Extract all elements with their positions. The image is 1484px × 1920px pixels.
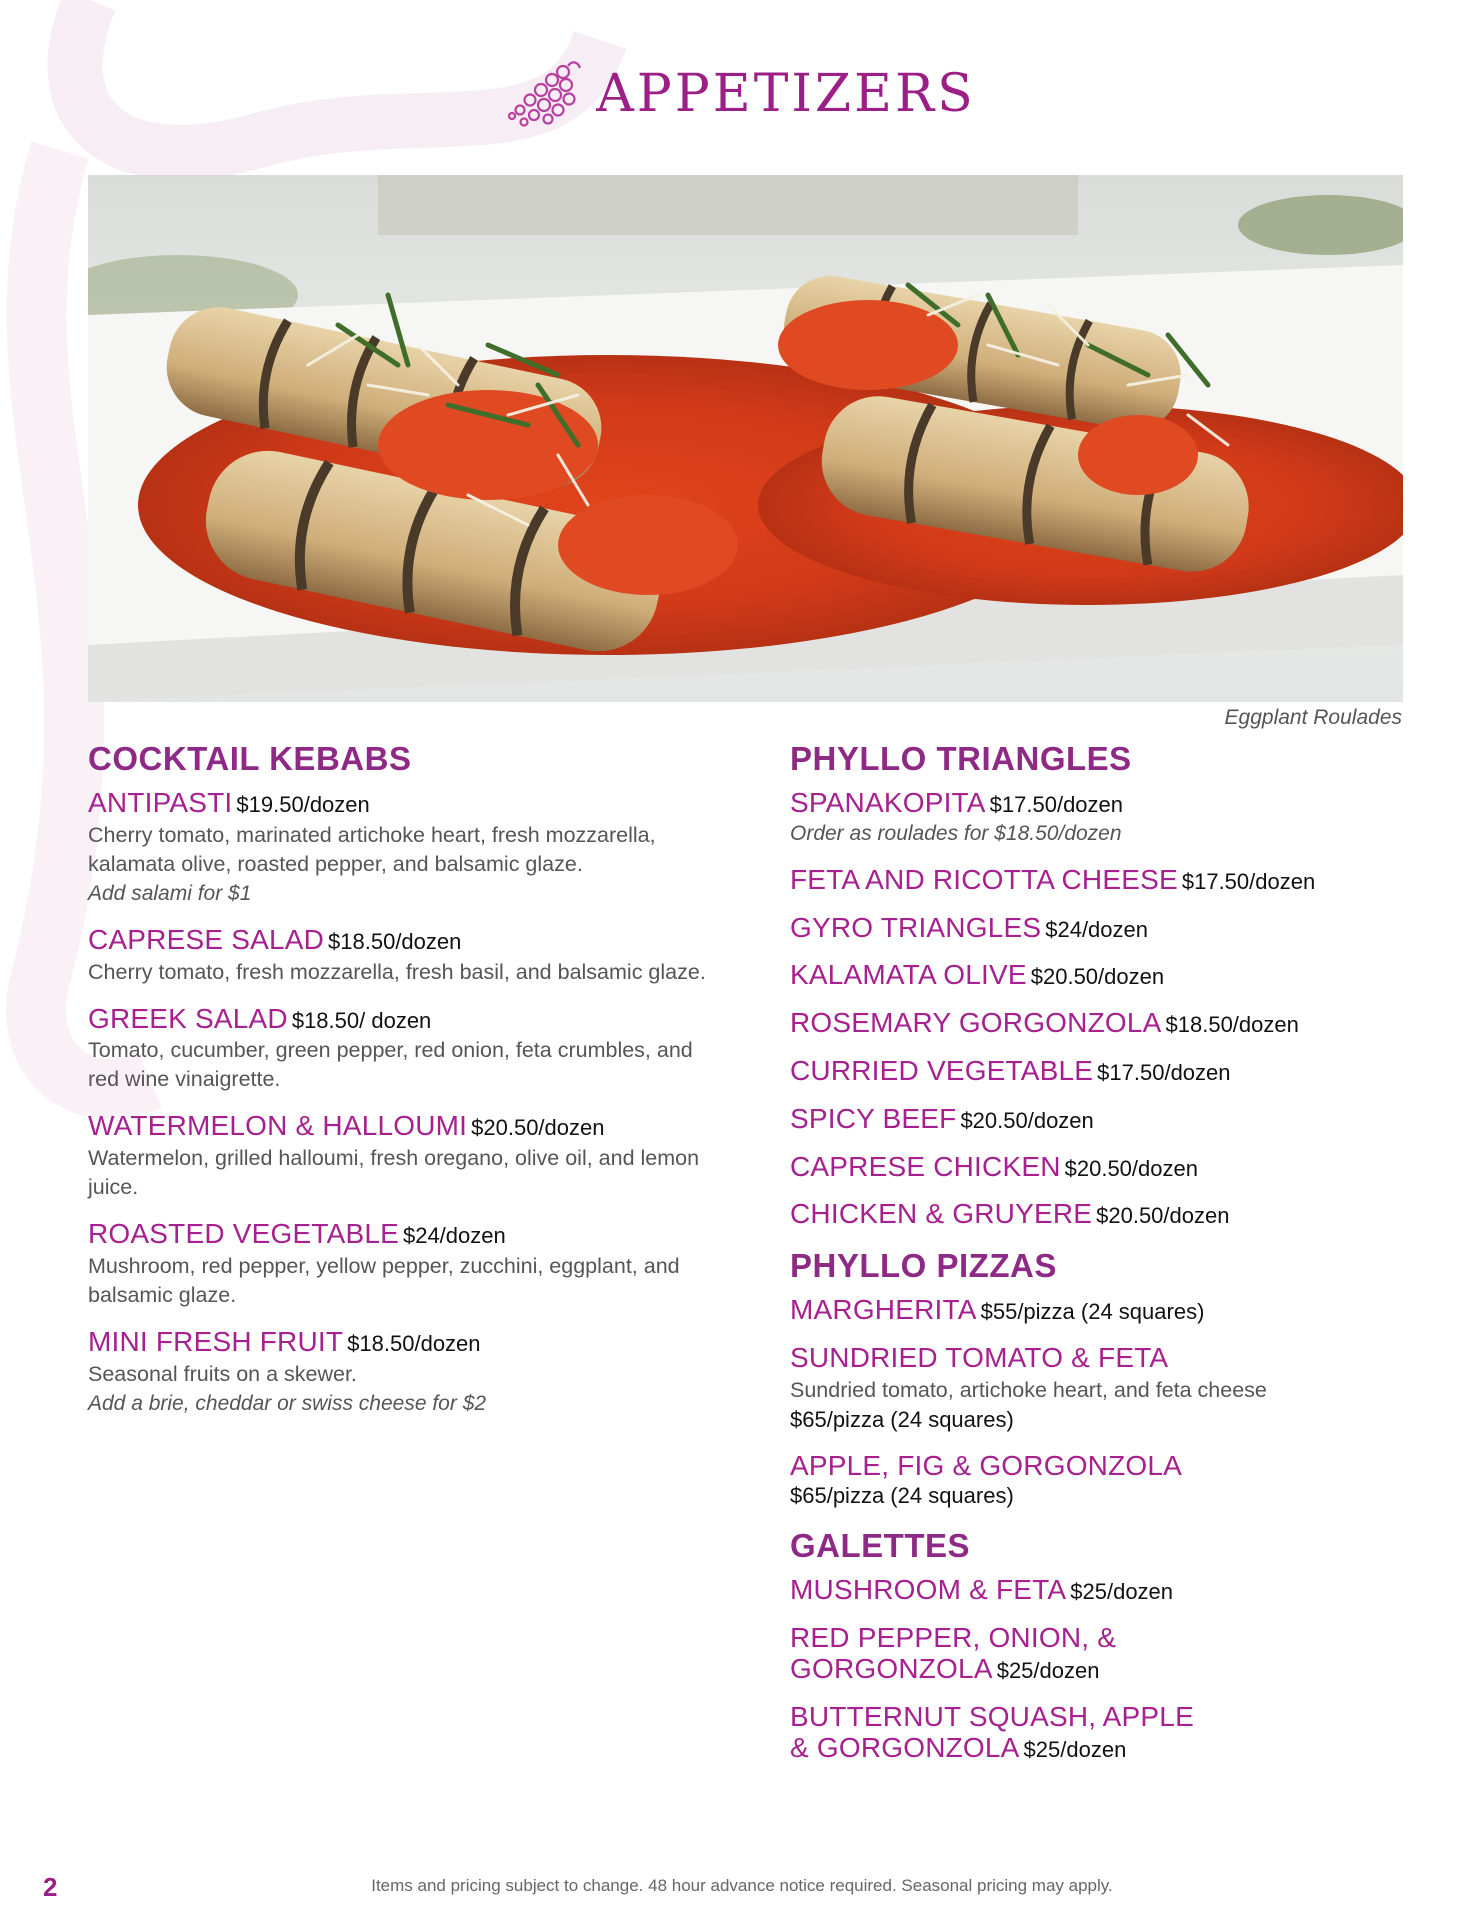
item-name: MUSHROOM & FETA [790, 1574, 1067, 1606]
item-name: RED PEPPER, ONION, & [790, 1622, 1117, 1654]
section-title-phyllo-triangles: PHYLLO TRIANGLES [790, 740, 1132, 777]
item-price: $20.50/dozen [960, 1107, 1094, 1133]
item-name: ANTIPASTI [88, 786, 233, 818]
menu-item [790, 865, 1410, 896]
menu-item [88, 1219, 708, 1310]
menu-item [790, 1104, 1410, 1135]
item-price: $17.50/dozen [1097, 1059, 1231, 1085]
item-name: SPANAKOPITA [790, 786, 986, 818]
grapes-icon [508, 58, 586, 130]
item-price: $25/dozen [1070, 1579, 1174, 1605]
item-price: $65/pizza (24 squares) [790, 1406, 1014, 1432]
section-title-galettes: GALETTES [790, 1527, 971, 1565]
item-price: $25/dozen [1023, 1736, 1127, 1762]
item-price: $20.50/dozen [471, 1115, 605, 1141]
item-name: SUNDRIED TOMATO & FETA [790, 1341, 1169, 1373]
menu-item [88, 788, 708, 908]
menu-item [790, 1199, 1410, 1230]
photo-caption: Eggplant Roulades [1224, 706, 1402, 729]
item-price: $24/dozen [1045, 916, 1148, 942]
section-title-cocktail-kebabs: COCKTAIL KEBABS [88, 740, 412, 777]
menu-item [88, 1004, 708, 1095]
item-name: SPICY BEEF [790, 1102, 957, 1134]
item-description: Tomato, cucumber, green pepper, red onion, feta crumbles, and red wine vinaigrette. [88, 1038, 693, 1092]
item-name: WATERMELON & HALLOUMI [88, 1110, 468, 1142]
item-name: GYRO TRIANGLES [790, 911, 1042, 943]
item-price: $20.50/dozen [1030, 964, 1165, 990]
item-description: Watermelon, grilled halloumi, fresh oregano, olive oil, and lemon juice. [88, 1146, 700, 1200]
right-column [790, 740, 1410, 1780]
section-title-phyllo-pizzas: PHYLLO PIZZAS [790, 1247, 1057, 1285]
item-note: Add salami for $1 [88, 881, 252, 905]
item-name: ROASTED VEGETABLE [88, 1218, 399, 1250]
eggplant-roulades-photo [88, 175, 1403, 702]
item-price: $55/pizza (24 squares) [980, 1299, 1205, 1325]
left-column [88, 740, 708, 1435]
item-price: $18.50/ dozen [291, 1007, 432, 1033]
item-name: BUTTERNUT SQUASH, APPLE [790, 1700, 1194, 1732]
menu-item [790, 1451, 1410, 1511]
footer-note: Items and pricing subject to change. 48 hour advance notice required. Seasonal pricing may apply. [371, 1876, 1113, 1895]
item-name: FETA AND RICOTTA CHEESE [790, 863, 1178, 895]
menu-item [790, 1295, 1410, 1326]
item-description: Sundried tomato, artichoke heart, and feta cheese [790, 1377, 1267, 1402]
item-price: $19.50/dozen [236, 791, 370, 817]
item-name: GREEK SALAD [88, 1002, 288, 1034]
menu-item [88, 925, 708, 987]
item-name: APPLE, FIG & GORGONZOLA [790, 1449, 1183, 1481]
menu-item [790, 1702, 1410, 1764]
item-name: CHICKEN & GRUYERE [790, 1198, 1093, 1230]
item-note: Order as roulades for $18.50/dozen [790, 821, 1122, 845]
item-description: Seasonal fruits on a skewer. [88, 1361, 357, 1386]
menu-item [88, 1327, 708, 1418]
item-description: Mushroom, red pepper, yellow pepper, zucchini, eggplant, and balsamic glaze. [88, 1253, 680, 1307]
item-price: $18.50/dozen [347, 1330, 481, 1356]
item-name: CURRIED VEGETABLE [790, 1054, 1094, 1086]
page-header [0, 58, 1484, 130]
page-number: 2 [43, 1872, 58, 1902]
item-name: KALAMATA OLIVE [790, 959, 1027, 991]
menu-item [790, 1008, 1410, 1039]
item-price: $18.50/dozen [1165, 1012, 1299, 1038]
item-price: $25/dozen [996, 1657, 1100, 1683]
menu-item [790, 1575, 1410, 1606]
menu-item [790, 960, 1410, 991]
item-price: $17.50/dozen [1181, 868, 1316, 894]
item-name: MARGHERITA [790, 1294, 977, 1326]
item-note: Add a brie, cheddar or swiss cheese for $2 [88, 1391, 487, 1415]
item-name: GORGONZOLA [790, 1652, 993, 1684]
menu-item [88, 1111, 708, 1202]
menu-item [790, 1343, 1410, 1434]
item-price: $65/pizza (24 squares) [790, 1483, 1014, 1509]
item-description: Cherry tomato, marinated artichoke heart, fresh mozzarella, kalamata olive, roasted pepper, and balsamic glaze. [88, 822, 656, 876]
menu-item [790, 1056, 1410, 1087]
menu-item [790, 788, 1410, 848]
item-name: CAPRESE CHICKEN [790, 1150, 1061, 1182]
menu-item [790, 1152, 1410, 1183]
item-price: $17.50/dozen [989, 791, 1124, 817]
page-title: APPETIZERS [596, 64, 976, 124]
item-price: $20.50/dozen [1096, 1203, 1230, 1229]
item-description: Cherry tomato, fresh mozzarella, fresh basil, and balsamic glaze. [88, 959, 706, 984]
item-price: $20.50/dozen [1064, 1155, 1198, 1181]
item-name: & GORGONZOLA [790, 1731, 1020, 1763]
item-price: $24/dozen [402, 1223, 506, 1249]
menu-item [790, 1623, 1410, 1685]
item-name: CAPRESE SALAD [88, 923, 325, 955]
item-name: MINI FRESH FRUIT [88, 1325, 344, 1357]
item-name: ROSEMARY GORGONZOLA [790, 1007, 1162, 1039]
item-price: $18.50/dozen [328, 928, 462, 954]
menu-item [790, 913, 1410, 944]
